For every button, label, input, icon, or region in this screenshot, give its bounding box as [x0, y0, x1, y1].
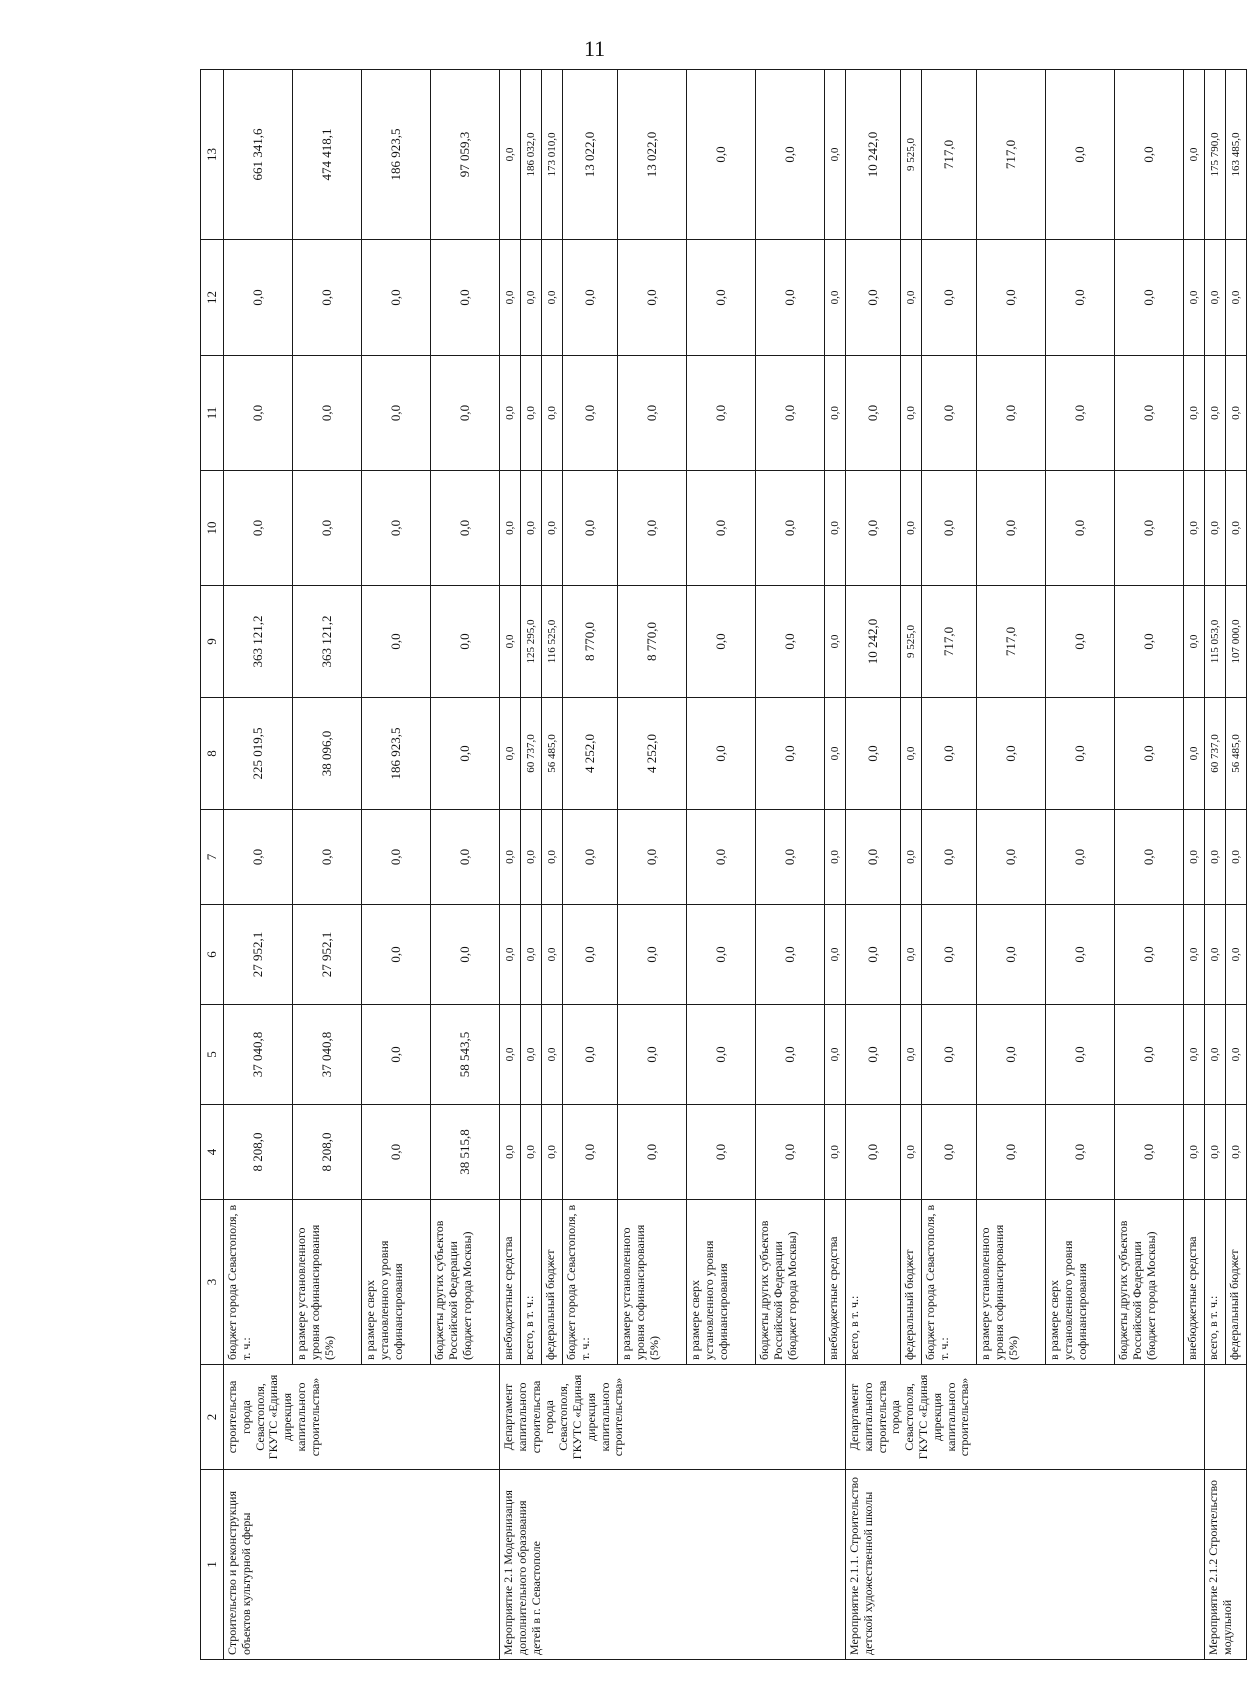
- executor-cell: [1205, 1365, 1247, 1470]
- amount-cell: 0,0: [500, 356, 521, 471]
- funding-source-cell: федеральный бюджет: [901, 1200, 922, 1365]
- amount-cell: 717,0: [922, 586, 977, 698]
- amount-cell: 0,0: [825, 1105, 846, 1200]
- amount-cell: 0,0: [1115, 471, 1184, 586]
- amount-cell: 0,0: [1115, 1105, 1184, 1200]
- amount-cell: 0,0: [922, 356, 977, 471]
- amount-cell: 0,0: [293, 471, 362, 586]
- amount-cell: 0,0: [1115, 698, 1184, 810]
- amount-cell: 58 543,5: [431, 1005, 500, 1105]
- amount-cell: 0,0: [687, 471, 756, 586]
- amount-cell: 0,0: [618, 240, 687, 356]
- amount-cell: 186 923,5: [362, 698, 431, 810]
- amount-cell: 0,0: [293, 240, 362, 356]
- amount-cell: 27 952,1: [293, 905, 362, 1005]
- amount-cell: 0,0: [542, 240, 563, 356]
- amount-cell: 0,0: [977, 810, 1046, 905]
- amount-cell: 0,0: [825, 240, 846, 356]
- amount-cell: 0,0: [846, 810, 901, 905]
- funding-source-cell: бюджет города Севастополя, в т. ч.:: [563, 1200, 618, 1365]
- amount-cell: 0,0: [1205, 1105, 1226, 1200]
- funding-source-cell: в размере сверх установленного уровня софинансирования: [1046, 1200, 1115, 1365]
- amount-cell: 0,0: [977, 1005, 1046, 1105]
- amount-cell: 0,0: [224, 471, 293, 586]
- amount-cell: 0,0: [687, 70, 756, 240]
- amount-cell: 0,0: [901, 905, 922, 1005]
- amount-cell: 0,0: [1205, 356, 1226, 471]
- amount-cell: 27 952,1: [224, 905, 293, 1005]
- funding-source-cell: бюджеты других субъектов Российской Федерации (бюджет города Москвы): [431, 1200, 500, 1365]
- amount-cell: 116 525,0: [542, 586, 563, 698]
- amount-cell: 0,0: [362, 1105, 431, 1200]
- amount-cell: 4 252,0: [618, 698, 687, 810]
- amount-cell: 186 032,0: [521, 70, 542, 240]
- amount-cell: 0,0: [756, 905, 825, 1005]
- column-number: 7: [201, 810, 224, 905]
- amount-cell: 0,0: [922, 698, 977, 810]
- amount-cell: 0,0: [901, 471, 922, 586]
- column-number: 9: [201, 586, 224, 698]
- amount-cell: 0,0: [1226, 1005, 1247, 1105]
- amount-cell: 0,0: [1046, 698, 1115, 810]
- amount-cell: 0,0: [1046, 1005, 1115, 1105]
- column-number: 3: [201, 1200, 224, 1365]
- amount-cell: 37 040,8: [224, 1005, 293, 1105]
- amount-cell: 0,0: [542, 1105, 563, 1200]
- amount-cell: 9 525,0: [901, 586, 922, 698]
- amount-cell: 0,0: [846, 356, 901, 471]
- amount-cell: 0,0: [901, 1005, 922, 1105]
- amount-cell: 0,0: [977, 471, 1046, 586]
- amount-cell: 0,0: [521, 471, 542, 586]
- amount-cell: 0,0: [922, 1105, 977, 1200]
- table-row: [224, 70, 293, 1660]
- amount-cell: 717,0: [977, 586, 1046, 698]
- amount-cell: 0,0: [687, 1005, 756, 1105]
- budget-table: [200, 69, 1247, 1660]
- amount-cell: 0,0: [431, 586, 500, 698]
- funding-source-cell: федеральный бюджет: [1226, 1200, 1247, 1365]
- amount-cell: 0,0: [1226, 471, 1247, 586]
- amount-cell: 0,0: [846, 1005, 901, 1105]
- amount-cell: 0,0: [1115, 70, 1184, 240]
- amount-cell: 0,0: [1184, 471, 1205, 586]
- funding-source-cell: бюджет города Севастополя, в т. ч.:: [922, 1200, 977, 1365]
- measure-name-cell: Строительство и реконструкция объектов культурной сферы: [224, 1470, 500, 1660]
- amount-cell: 0,0: [1184, 1005, 1205, 1105]
- amount-cell: 0,0: [293, 810, 362, 905]
- funding-source-cell: внебюджетные средства: [500, 1200, 521, 1365]
- amount-cell: 0,0: [1184, 70, 1205, 240]
- amount-cell: 0,0: [500, 905, 521, 1005]
- funding-source-cell: в размере сверх установленного уровня софинансирования: [687, 1200, 756, 1365]
- amount-cell: 0,0: [1226, 356, 1247, 471]
- amount-cell: 0,0: [563, 240, 618, 356]
- amount-cell: 0,0: [500, 471, 521, 586]
- amount-cell: 0,0: [618, 1105, 687, 1200]
- amount-cell: 0,0: [362, 905, 431, 1005]
- amount-cell: 0,0: [846, 240, 901, 356]
- amount-cell: 0,0: [1184, 810, 1205, 905]
- amount-cell: 0,0: [687, 356, 756, 471]
- amount-cell: 0,0: [825, 810, 846, 905]
- column-number: 1: [201, 1470, 224, 1660]
- amount-cell: 0,0: [500, 698, 521, 810]
- amount-cell: 8 770,0: [618, 586, 687, 698]
- amount-cell: 363 121,2: [293, 586, 362, 698]
- funding-source-cell: в размере установленного уровня софинансирования (5%): [293, 1200, 362, 1365]
- amount-cell: 0,0: [431, 356, 500, 471]
- amount-cell: 163 485,0: [1226, 70, 1247, 240]
- amount-cell: 0,0: [1226, 905, 1247, 1005]
- amount-cell: 37 040,8: [293, 1005, 362, 1105]
- amount-cell: 38 096,0: [293, 698, 362, 810]
- column-number: 4: [201, 1105, 224, 1200]
- amount-cell: 186 923,5: [362, 70, 431, 240]
- amount-cell: 0,0: [687, 698, 756, 810]
- amount-cell: 0,0: [293, 356, 362, 471]
- rotated-table-area: [200, 70, 1242, 1660]
- funding-source-cell: внебюджетные средства: [1184, 1200, 1205, 1365]
- amount-cell: 0,0: [922, 471, 977, 586]
- page-number: 11: [584, 36, 606, 61]
- amount-cell: 0,0: [846, 905, 901, 1005]
- column-number: 5: [201, 1005, 224, 1105]
- funding-source-cell: в размере установленного уровня софинансирования (5%): [977, 1200, 1046, 1365]
- amount-cell: 0,0: [901, 240, 922, 356]
- executor-cell: Департамент капитального строительства города Севастополя, ГКУТС «Единая дирекция капитального строительства»: [846, 1365, 1205, 1470]
- amount-cell: 0,0: [922, 240, 977, 356]
- amount-cell: 474 418,1: [293, 70, 362, 240]
- amount-cell: 0,0: [1184, 356, 1205, 471]
- amount-cell: 0,0: [521, 905, 542, 1005]
- amount-cell: 0,0: [500, 810, 521, 905]
- amount-cell: 0,0: [542, 1005, 563, 1105]
- column-number: 13: [201, 70, 224, 240]
- amount-cell: 0,0: [1205, 810, 1226, 905]
- measure-name-cell: Мероприятие 2.1.2 Строительство модульной: [1205, 1470, 1247, 1660]
- amount-cell: 4 252,0: [563, 698, 618, 810]
- amount-cell: 10 242,0: [846, 70, 901, 240]
- amount-cell: 0,0: [1115, 356, 1184, 471]
- amount-cell: 0,0: [1184, 1105, 1205, 1200]
- amount-cell: 0,0: [977, 905, 1046, 1005]
- amount-cell: 0,0: [500, 1005, 521, 1105]
- amount-cell: 717,0: [922, 70, 977, 240]
- funding-source-cell: бюджет города Севастополя, в т. ч.:: [224, 1200, 293, 1365]
- amount-cell: 0,0: [687, 1105, 756, 1200]
- executor-cell: Департамент капитального строительства города Севастополя, ГКУТС «Единая дирекция капитального строительства»: [500, 1365, 846, 1470]
- amount-cell: 0,0: [362, 356, 431, 471]
- amount-cell: 0,0: [224, 240, 293, 356]
- amount-cell: 0,0: [1226, 1105, 1247, 1200]
- amount-cell: 717,0: [977, 70, 1046, 240]
- amount-cell: 0,0: [563, 356, 618, 471]
- amount-cell: 8 208,0: [293, 1105, 362, 1200]
- amount-cell: 0,0: [521, 356, 542, 471]
- amount-cell: 0,0: [1046, 70, 1115, 240]
- amount-cell: 0,0: [825, 586, 846, 698]
- measure-name-cell: Мероприятие 2.1 Модернизация дополнительного образования детей в г. Севастополе: [500, 1470, 846, 1660]
- amount-cell: 0,0: [825, 70, 846, 240]
- amount-cell: 0,0: [846, 471, 901, 586]
- amount-cell: 0,0: [224, 810, 293, 905]
- amount-cell: 8 770,0: [563, 586, 618, 698]
- amount-cell: 0,0: [542, 905, 563, 1005]
- amount-cell: 0,0: [431, 240, 500, 356]
- amount-cell: 173 010,0: [542, 70, 563, 240]
- amount-cell: 56 485,0: [1226, 698, 1247, 810]
- amount-cell: 0,0: [922, 905, 977, 1005]
- amount-cell: 0,0: [1046, 1105, 1115, 1200]
- amount-cell: 125 295,0: [521, 586, 542, 698]
- amount-cell: 0,0: [901, 698, 922, 810]
- amount-cell: 0,0: [922, 810, 977, 905]
- amount-cell: 0,0: [1115, 810, 1184, 905]
- amount-cell: 0,0: [901, 1105, 922, 1200]
- amount-cell: 0,0: [825, 356, 846, 471]
- column-number: 2: [201, 1365, 224, 1470]
- table-row: [1205, 70, 1226, 1660]
- column-number: 6: [201, 905, 224, 1005]
- amount-cell: 0,0: [1115, 905, 1184, 1005]
- amount-cell: 0,0: [362, 471, 431, 586]
- amount-cell: 0,0: [756, 810, 825, 905]
- funding-source-cell: бюджеты других субъектов Российской Федерации (бюджет города Москвы): [756, 1200, 825, 1365]
- amount-cell: 0,0: [542, 471, 563, 586]
- amount-cell: 0,0: [687, 240, 756, 356]
- amount-cell: 0,0: [500, 70, 521, 240]
- amount-cell: 13 022,0: [618, 70, 687, 240]
- amount-cell: 0,0: [224, 356, 293, 471]
- rotated-table-container: [200, 70, 1242, 1660]
- amount-cell: 8 208,0: [224, 1105, 293, 1200]
- amount-cell: 0,0: [618, 471, 687, 586]
- amount-cell: 0,0: [756, 356, 825, 471]
- amount-cell: 0,0: [1205, 1005, 1226, 1105]
- amount-cell: 0,0: [542, 356, 563, 471]
- amount-cell: 0,0: [563, 810, 618, 905]
- amount-cell: 0,0: [1205, 471, 1226, 586]
- amount-cell: 0,0: [1115, 1005, 1184, 1105]
- funding-source-cell: всего, в т. ч.:: [846, 1200, 901, 1365]
- amount-cell: 97 059,3: [431, 70, 500, 240]
- amount-cell: 0,0: [756, 1005, 825, 1105]
- table-row: [500, 70, 521, 1660]
- table-row: [846, 70, 901, 1660]
- amount-cell: 0,0: [431, 698, 500, 810]
- amount-cell: 0,0: [687, 586, 756, 698]
- amount-cell: 0,0: [362, 586, 431, 698]
- amount-cell: 0,0: [362, 810, 431, 905]
- table-body: [201, 70, 1247, 1660]
- amount-cell: 0,0: [756, 70, 825, 240]
- amount-cell: 0,0: [500, 1105, 521, 1200]
- amount-cell: 0,0: [756, 471, 825, 586]
- column-number: 11: [201, 356, 224, 471]
- amount-cell: 0,0: [977, 698, 1046, 810]
- amount-cell: 0,0: [1046, 356, 1115, 471]
- amount-cell: 0,0: [846, 1105, 901, 1200]
- funding-source-cell: всего, в т. ч.:: [1205, 1200, 1226, 1365]
- amount-cell: 0,0: [846, 698, 901, 810]
- amount-cell: 0,0: [362, 1005, 431, 1105]
- amount-cell: 0,0: [1046, 240, 1115, 356]
- funding-source-cell: внебюджетные средства: [825, 1200, 846, 1365]
- amount-cell: 0,0: [618, 810, 687, 905]
- amount-cell: 0,0: [1226, 240, 1247, 356]
- column-number-row: [201, 70, 224, 1660]
- amount-cell: 0,0: [901, 356, 922, 471]
- amount-cell: 0,0: [756, 240, 825, 356]
- amount-cell: 0,0: [521, 1105, 542, 1200]
- amount-cell: 0,0: [922, 1005, 977, 1105]
- amount-cell: 0,0: [756, 586, 825, 698]
- amount-cell: 9 525,0: [901, 70, 922, 240]
- amount-cell: 0,0: [977, 240, 1046, 356]
- amount-cell: 56 485,0: [542, 698, 563, 810]
- column-number: 12: [201, 240, 224, 356]
- amount-cell: 0,0: [1184, 905, 1205, 1005]
- amount-cell: 0,0: [1046, 471, 1115, 586]
- amount-cell: 0,0: [500, 240, 521, 356]
- amount-cell: 0,0: [1046, 586, 1115, 698]
- amount-cell: 0,0: [618, 356, 687, 471]
- amount-cell: 0,0: [618, 905, 687, 1005]
- amount-cell: 13 022,0: [563, 70, 618, 240]
- amount-cell: 0,0: [825, 698, 846, 810]
- amount-cell: 0,0: [1184, 586, 1205, 698]
- amount-cell: 0,0: [1184, 240, 1205, 356]
- column-number: 8: [201, 698, 224, 810]
- amount-cell: 0,0: [521, 810, 542, 905]
- amount-cell: 0,0: [521, 240, 542, 356]
- amount-cell: 225 019,5: [224, 698, 293, 810]
- funding-source-cell: в размере установленного уровня софинансирования (5%): [618, 1200, 687, 1365]
- amount-cell: 0,0: [825, 471, 846, 586]
- amount-cell: 0,0: [618, 1005, 687, 1105]
- amount-cell: 0,0: [756, 1105, 825, 1200]
- amount-cell: 10 242,0: [846, 586, 901, 698]
- amount-cell: 60 737,0: [1205, 698, 1226, 810]
- amount-cell: 0,0: [825, 1005, 846, 1105]
- amount-cell: 363 121,2: [224, 586, 293, 698]
- funding-source-cell: всего, в т. ч.:: [521, 1200, 542, 1365]
- amount-cell: 0,0: [362, 240, 431, 356]
- amount-cell: 0,0: [1115, 240, 1184, 356]
- executor-cell: строительства города Севастополя, ГКУТС «Единая дирекция капитального строительства»: [224, 1365, 500, 1470]
- amount-cell: 0,0: [977, 1105, 1046, 1200]
- funding-source-cell: федеральный бюджет: [542, 1200, 563, 1365]
- amount-cell: 0,0: [431, 810, 500, 905]
- amount-cell: 0,0: [687, 810, 756, 905]
- column-number: 10: [201, 471, 224, 586]
- amount-cell: 0,0: [563, 471, 618, 586]
- amount-cell: 0,0: [901, 810, 922, 905]
- amount-cell: 0,0: [431, 471, 500, 586]
- amount-cell: 661 341,6: [224, 70, 293, 240]
- amount-cell: 0,0: [563, 1105, 618, 1200]
- amount-cell: 0,0: [687, 905, 756, 1005]
- amount-cell: 0,0: [1184, 698, 1205, 810]
- funding-source-cell: бюджеты других субъектов Российской Федерации (бюджет города Москвы): [1115, 1200, 1184, 1365]
- amount-cell: 115 053,0: [1205, 586, 1226, 698]
- amount-cell: 0,0: [500, 586, 521, 698]
- amount-cell: 0,0: [1046, 905, 1115, 1005]
- funding-source-cell: в размере сверх установленного уровня софинансирования: [362, 1200, 431, 1365]
- amount-cell: 0,0: [542, 810, 563, 905]
- amount-cell: 107 000,0: [1226, 586, 1247, 698]
- amount-cell: 0,0: [1226, 810, 1247, 905]
- amount-cell: 0,0: [1205, 905, 1226, 1005]
- amount-cell: 0,0: [521, 1005, 542, 1105]
- amount-cell: 0,0: [1115, 586, 1184, 698]
- amount-cell: 0,0: [1046, 810, 1115, 905]
- amount-cell: 0,0: [563, 905, 618, 1005]
- amount-cell: 0,0: [563, 1005, 618, 1105]
- amount-cell: 0,0: [431, 905, 500, 1005]
- amount-cell: 0,0: [825, 905, 846, 1005]
- amount-cell: 0,0: [1205, 240, 1226, 356]
- measure-name-cell: Мероприятие 2.1.1. Строительство детской художественной школы: [846, 1470, 1205, 1660]
- amount-cell: 0,0: [756, 698, 825, 810]
- amount-cell: 38 515,8: [431, 1105, 500, 1200]
- amount-cell: 175 790,0: [1205, 70, 1226, 240]
- amount-cell: 0,0: [977, 356, 1046, 471]
- amount-cell: 60 737,0: [521, 698, 542, 810]
